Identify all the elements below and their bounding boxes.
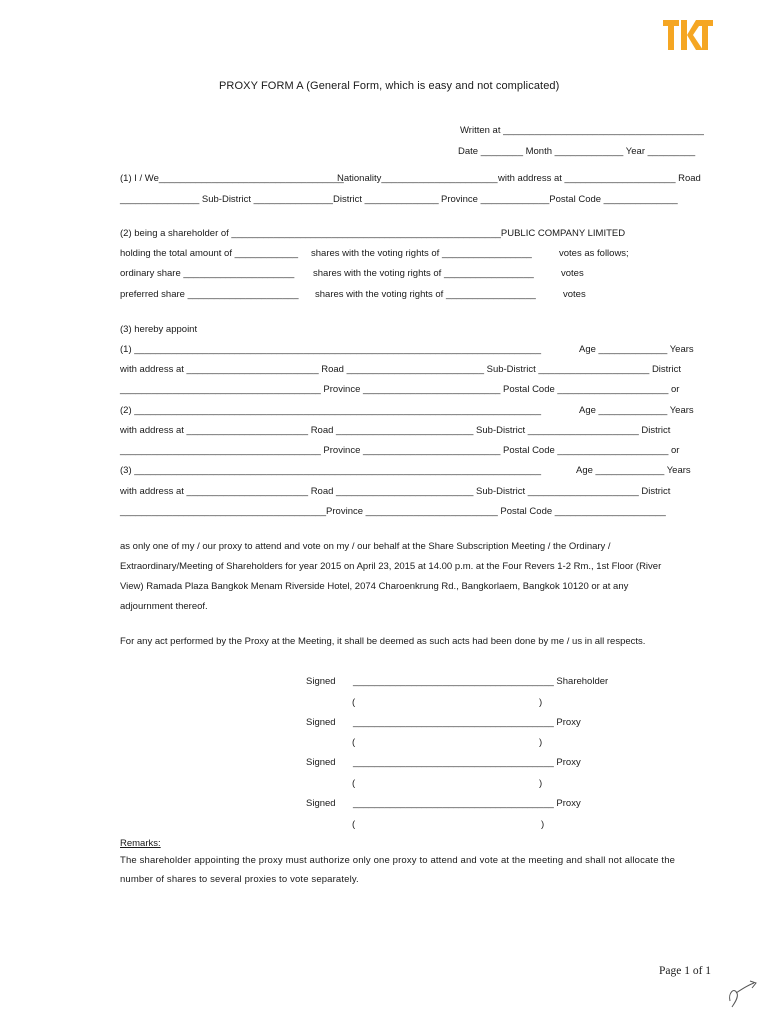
signed-label: Signed xyxy=(306,676,336,687)
written-at-field[interactable]: Written at ______________________________________ xyxy=(460,125,704,136)
close-paren: ) xyxy=(541,819,545,830)
total-votes-field[interactable]: shares with the voting rights of _________________ xyxy=(311,248,532,259)
total-shares-field[interactable]: holding the total amount of ____________ xyxy=(120,248,299,259)
proxy-1-address-field[interactable]: with address at _________________________ Road __________________________ Sub-District _____________________ District xyxy=(120,364,681,375)
district-field[interactable]: District ______________ xyxy=(333,194,439,205)
votes-label: votes xyxy=(563,289,586,300)
proxy-1-age-field[interactable]: Age _____________ Years xyxy=(579,344,694,355)
acts-paragraph: For any act performed by the Proxy at the Meeting, it shall be deemed as such acts had been done by me / us in all respects. xyxy=(120,636,646,647)
page-number: Page 1 of 1 xyxy=(659,965,712,977)
signed-label: Signed xyxy=(306,798,336,809)
proxy-1-province-field[interactable]: ______________________________________ Province __________________________ Postal Code _____________________ or xyxy=(120,384,680,395)
proxy-2-name-field[interactable]: (2) _____________________________________________________________________________ xyxy=(120,405,542,416)
open-paren: ( xyxy=(352,737,356,748)
meeting-paragraph-line: Extraordinary/Meeting of Shareholders for year 2015 on April 23, 2015 at 14.00 p.m. at the Four Revers 1-2 Rm., 1st Floor (River xyxy=(120,561,662,572)
signed-label: Signed xyxy=(306,757,336,768)
proxy-2-province-field[interactable]: ______________________________________ Province __________________________ Postal Code _____________________ or xyxy=(120,445,680,456)
shareholder-signature-field[interactable]: ______________________________________ Shareholder xyxy=(353,676,609,687)
remarks-line: The shareholder appointing the proxy must authorize only one proxy to attend and vote at the meeting and shall not allocate the xyxy=(120,855,676,866)
meeting-paragraph-line: View) Ramada Plaza Bangkok Menam Riverside Hotel, 2074 Charoenkrung Rd., Bangkorlaem, Bangkok 10120 or at any xyxy=(120,581,629,592)
ordinary-votes-field[interactable]: shares with the voting rights of _________________ xyxy=(313,268,534,279)
votes-label: votes xyxy=(561,268,584,279)
proxy-2-age-field[interactable]: Age _____________ Years xyxy=(579,405,694,416)
date-field[interactable]: Date ________ Month _____________ Year _________ xyxy=(458,146,696,157)
remarks-line: number of shares to several proxies to vote separately. xyxy=(120,874,359,885)
close-paren: ) xyxy=(539,778,543,789)
close-paren: ) xyxy=(539,697,543,708)
proxy-3-name-field[interactable]: (3) _____________________________________________________________________________ xyxy=(120,465,542,476)
nationality-field[interactable]: Nationality______________________ xyxy=(337,173,498,184)
form-title: PROXY FORM A (General Form, which is easy and not complicated) xyxy=(219,80,560,92)
proxy-2-address-field[interactable]: with address at _______________________ Road __________________________ Sub-District _____________________ District xyxy=(120,425,671,436)
province-postal-field[interactable]: Province _____________Postal Code ______________ xyxy=(441,194,678,205)
proxy-3-age-field[interactable]: Age _____________ Years xyxy=(576,465,691,476)
proxy-1-name-field[interactable]: (1) _____________________________________________________________________________ xyxy=(120,344,542,355)
address-field[interactable]: with address at _____________________ Road xyxy=(498,173,701,184)
proxy-signature-field[interactable]: ______________________________________ Proxy xyxy=(353,717,581,728)
preferred-shares-field[interactable]: preferred share _____________________ xyxy=(120,289,299,300)
remarks-heading: Remarks: xyxy=(120,838,161,849)
meeting-paragraph-line: as only one of my / our proxy to attend and vote on my / our behalf at the Share Subscription Meeting / the Ordinary / xyxy=(120,541,611,552)
open-paren: ( xyxy=(352,778,356,789)
proxy-3-province-field[interactable]: _______________________________________Province _________________________ Postal Code _____________________ xyxy=(120,506,666,517)
name-field[interactable]: (1) I / We___________________________________ xyxy=(120,173,344,184)
open-paren: ( xyxy=(352,697,356,708)
subdistrict-field[interactable]: _______________ Sub-District _______________ xyxy=(120,194,333,205)
preferred-votes-field[interactable]: shares with the voting rights of _________________ xyxy=(315,289,536,300)
tkt-logo xyxy=(663,18,713,52)
close-paren: ) xyxy=(539,737,543,748)
proxy-3-address-field[interactable]: with address at _______________________ Road __________________________ Sub-District _____________________ District xyxy=(120,486,671,497)
signature-mark xyxy=(724,975,764,1009)
open-paren: ( xyxy=(352,819,356,830)
meeting-paragraph-line: adjournment thereof. xyxy=(120,601,208,612)
signed-label: Signed xyxy=(306,717,336,728)
ordinary-shares-field[interactable]: ordinary share _____________________ xyxy=(120,268,295,279)
shareholder-of-field[interactable]: (2) being a shareholder of ___________________________________________________PUBLIC COMPANY LIMITED xyxy=(120,228,626,239)
votes-label: votes as follows; xyxy=(559,248,629,259)
appoint-heading: (3) hereby appoint xyxy=(120,324,198,335)
proxy-signature-field[interactable]: ______________________________________ Proxy xyxy=(353,798,581,809)
proxy-signature-field[interactable]: ______________________________________ Proxy xyxy=(353,757,581,768)
